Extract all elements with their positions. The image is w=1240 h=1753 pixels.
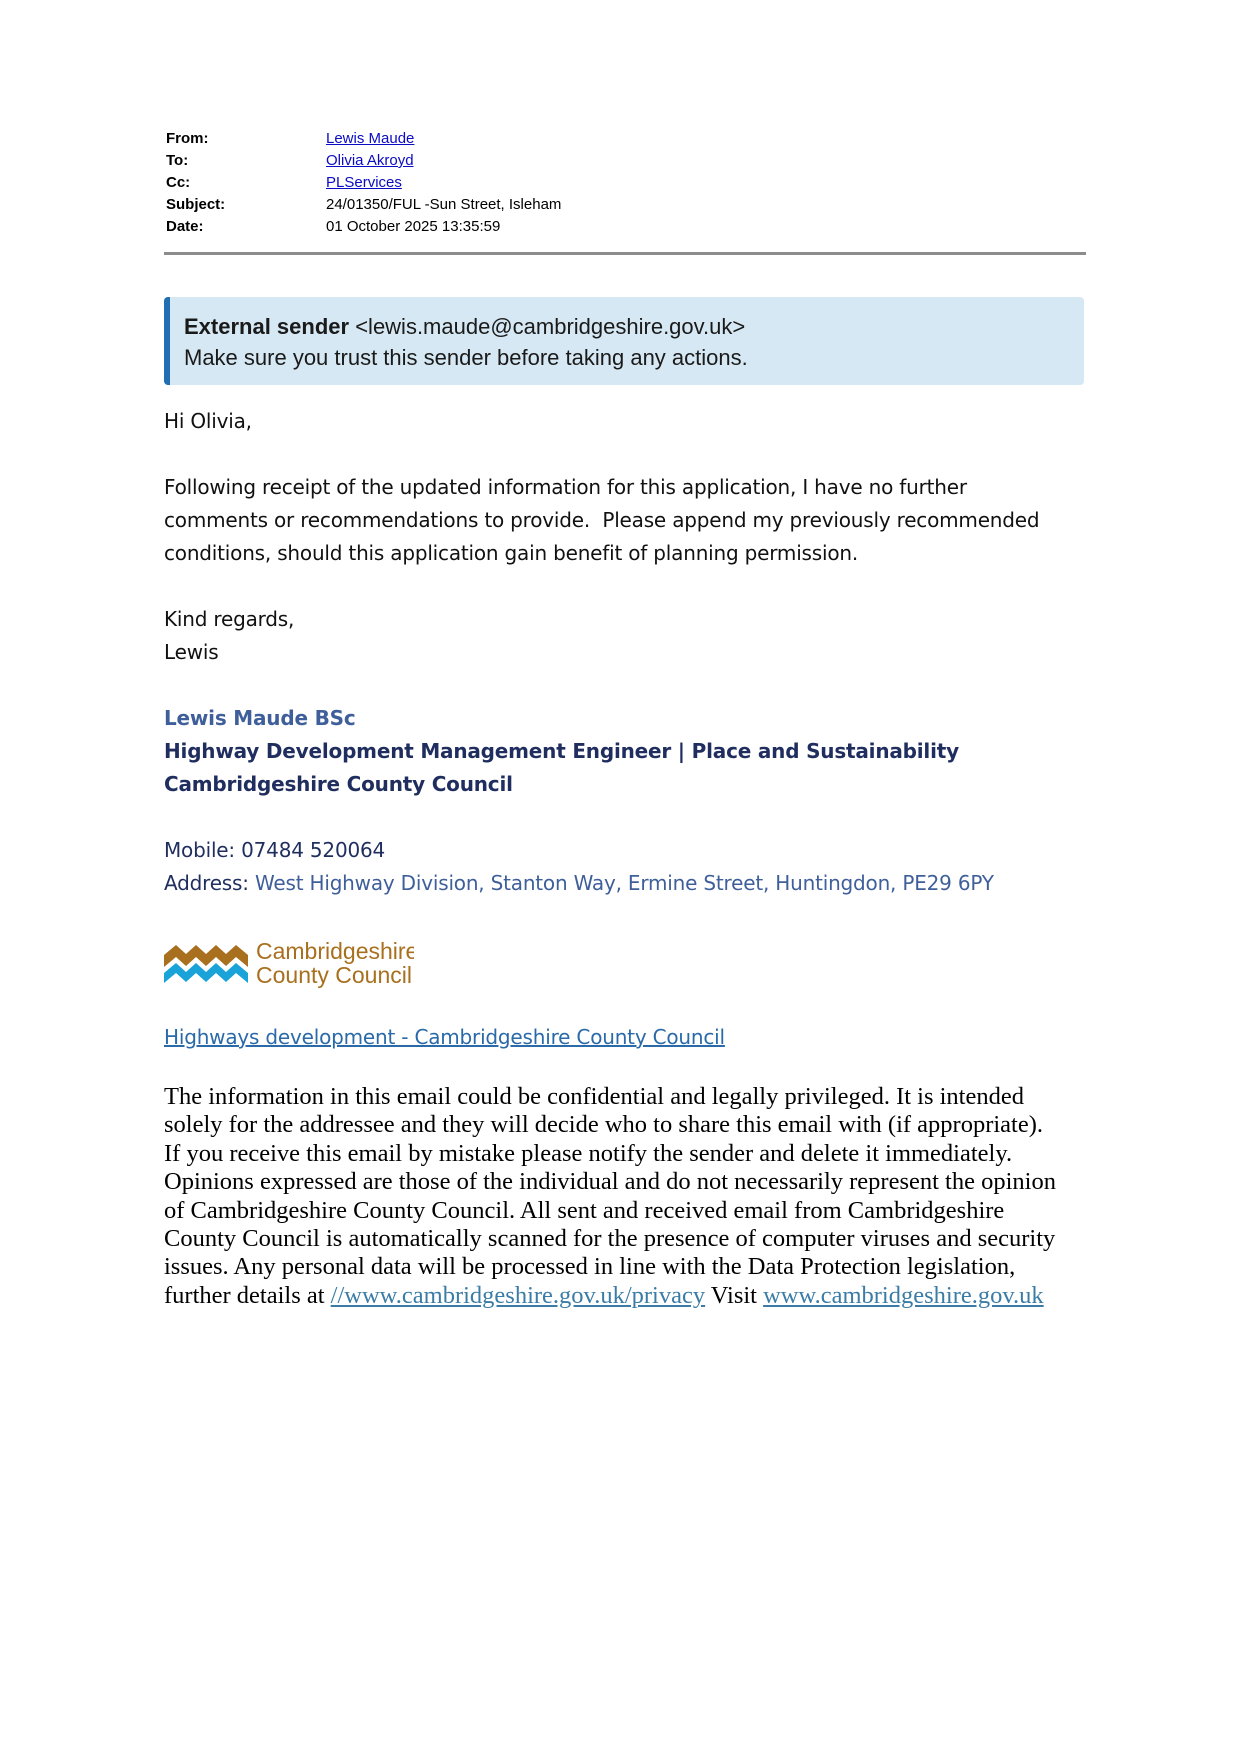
signature-organisation: Cambridgeshire County Council [164,772,513,796]
paragraph-line: Following receipt of the updated information for this application, I have no further [164,475,967,499]
subject-label: Subject: [166,196,226,213]
date-value: 01 October 2025 13:35:59 [326,218,501,235]
mobile-line [164,834,1094,867]
signoff-block [164,603,1094,669]
contact-block [164,834,1094,900]
banner-message: Make sure you trust this sender before taking any actions. [184,345,748,370]
mobile-label: Mobile: [164,838,235,862]
disclaimer-last-line [164,1282,1094,1310]
privacy-link[interactable]: //www.cambridgeshire.gov.uk/privacy [330,1281,706,1309]
council-site-link[interactable]: www.cambridgeshire.gov.uk [763,1281,1044,1309]
sender-first-name: Lewis [164,640,219,664]
cc-link[interactable]: PLServices [326,174,402,191]
from-row [166,128,1086,150]
signoff: Kind regards, [164,607,295,631]
disclaimer-line: If you receive this email by mistake please notify the sender and delete it immediately. [164,1139,1013,1167]
paragraph-line: conditions, should this application gain benefit of planning permission. [164,541,859,565]
disclaimer-line: The information in this email could be confidential and legally privileged. It is intended [164,1083,1024,1110]
signature-name: Lewis Maude BSc [164,706,356,730]
disclaimer [164,1083,1094,1310]
mobile-value: 07484 520064 [241,838,386,862]
message-paragraph [164,471,1094,570]
council-logo [164,937,414,989]
greeting: Hi Olivia, [164,409,252,433]
logo-text-line1: Cambridgeshire [256,938,414,964]
banner-title: External sender [184,314,350,339]
cc-label: Cc: [166,174,191,191]
from-label: From: [166,130,209,147]
disclaimer-line: issues. Any personal data will be processed in line with the Data Protection legislation, [164,1253,1016,1281]
subject-value: 24/01350/FUL -Sun Street, Isleham [326,196,562,213]
signature-block [164,702,1094,801]
banner-email: <lewis.maude@cambridgeshire.gov.uk> [355,314,746,339]
address-value: West Highway Division, Stanton Way, Ermine Street, Huntingdon, PE29 6PY [254,871,994,895]
from-link[interactable]: Lewis Maude [326,130,415,147]
external-sender-banner [164,297,1084,385]
disclaimer-line: solely for the addressee and they will decide who to share this email with (if appropriate). [164,1111,1043,1139]
disclaimer-prefix: further details at [164,1281,325,1309]
paragraph-line: comments or recommendations to provide. Please append my previously recommended [164,508,1040,532]
visit-text: Visit [710,1281,757,1309]
logo-text-line2: County Council [256,962,412,988]
subject-row [166,194,1086,216]
header-divider [164,252,1086,255]
address-label: Address: [164,871,249,895]
to-row [166,150,1086,172]
address-line [164,867,1094,900]
email-header [166,128,1086,238]
cc-row [166,172,1086,194]
to-link[interactable]: Olivia Akroyd [326,152,414,169]
highways-development-link[interactable]: Highways development - Cambridgeshire County Council [164,1025,725,1049]
to-label: To: [166,152,189,169]
disclaimer-line: of Cambridgeshire County Council. All sent and received email from Cambridgeshire [164,1196,1005,1224]
date-label: Date: [166,218,204,235]
banner-line-1 [184,311,1084,342]
council-logo-mark [164,937,414,989]
signature-title: Highway Development Management Engineer | Place and Sustainability [164,739,959,763]
disclaimer-line: Opinions expressed are those of the individual and do not necessarily represent the opinion [164,1168,1056,1196]
date-row [166,216,1086,238]
disclaimer-line: County Council is automatically scanned for the presence of computer viruses and security [164,1225,1056,1253]
